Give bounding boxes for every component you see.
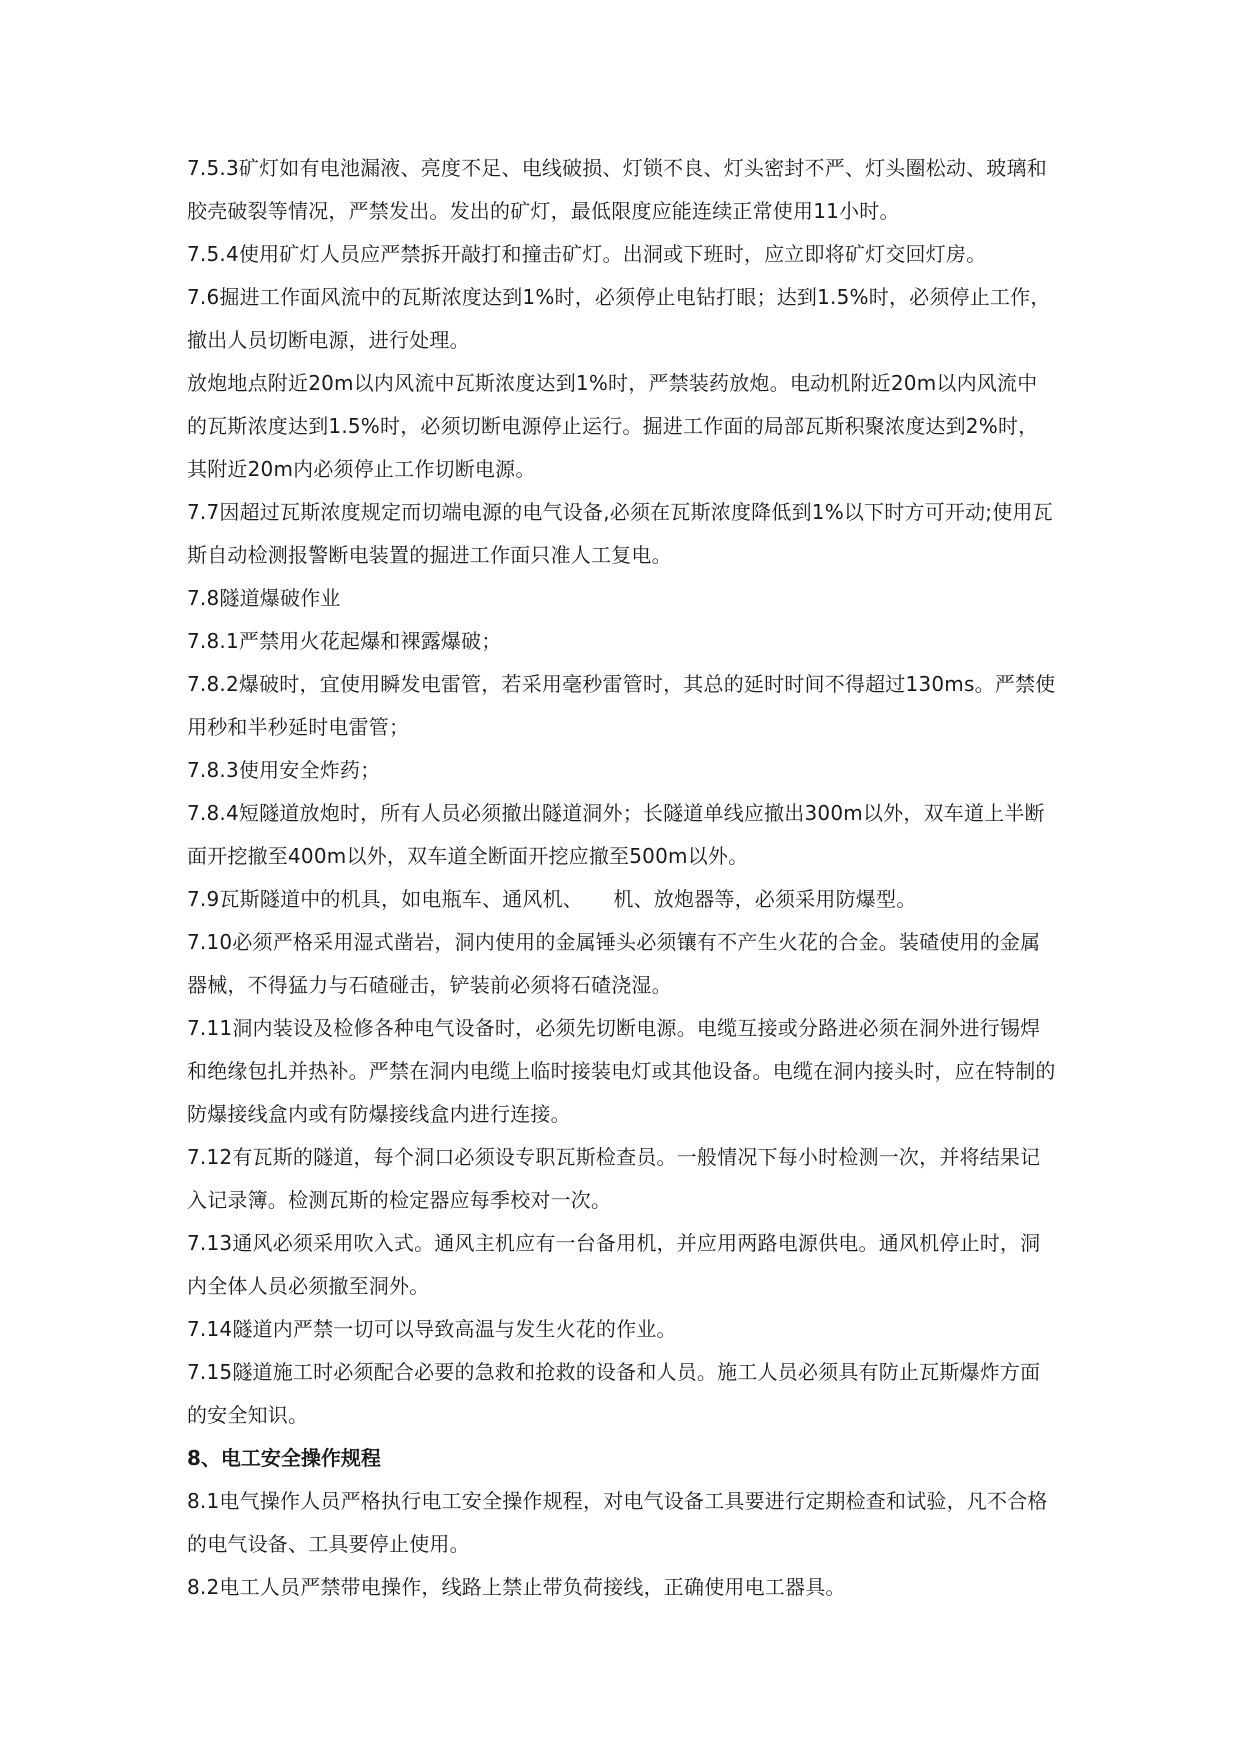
paragraph-7-8: 7.8隧道爆破作业 [187, 586, 341, 610]
paragraph-7-15: 7.15隧道施工时必须配合必要的急救和抢救的设备和人员。施工人员必须具有防止瓦斯爆炸方面的安全知识。 [187, 1360, 1041, 1427]
paragraph-7-9: 7.9瓦斯隧道中的机具，如电瓶车、通风机、 机、放炮器等，必须采用防爆型。 [187, 887, 917, 911]
paragraph-8-1: 8.1电气操作人员严格执行电工安全操作规程，对电气设备工具要进行定期检查和试验，凡不合格的电气设备、工具要停止使用。 [187, 1489, 1048, 1556]
paragraph-7-8-4: 7.8.4短隧道放炮时，所有人员必须撤出隧道洞外；长隧道单线应撤出300m以外，双车道上半断面开挖撤至400m以外，双车道全断面开挖应撤至500m以外。 [187, 801, 1045, 868]
paragraph-7-13: 7.13通风必须采用吹入式。通风主机应有一台备用机，并应用两路电源供电。通风机停止时，洞内全体人员必须撤至洞外。 [187, 1231, 1041, 1298]
paragraph-8-2: 8.2电工人员严禁带电操作，线路上禁止带负荷接线，正确使用电工器具。 [187, 1575, 846, 1599]
section-heading-8: 8、电工安全操作规程 [187, 1446, 381, 1470]
paragraph-7-8-1: 7.8.1严禁用火花起爆和裸露爆破； [187, 629, 502, 653]
paragraph-7-8-3: 7.8.3使用安全炸药； [187, 758, 381, 782]
paragraph-7-5-4: 7.5.4使用矿灯人员应严禁拆开敲打和撞击矿灯。出洞或下班时，应立即将矿灯交回灯房。 [187, 242, 987, 266]
paragraph-7-10: 7.10必须严格采用湿式凿岩，洞内使用的金属锤头必须镶有不产生火花的合金。装碴使用的金属器械，不得猛力与石碴碰击，铲装前必须将石碴浇湿。 [187, 930, 1041, 997]
paragraph-7-14: 7.14隧道内严禁一切可以导致高温与发生火花的作业。 [187, 1317, 677, 1341]
paragraph-7-6: 7.6掘进工作面风流中的瓦斯浓度达到1%时，必须停止电钻打眼；达到1.5%时，必须停止工作，撤出人员切断电源，进行处理。 [187, 285, 1051, 352]
paragraph-7-8-2: 7.8.2爆破时，宜使用瞬发电雷管，若采用毫秒雷管时，其总的延时时间不得超过130ms。严禁使用秒和半秒延时电雷管； [187, 672, 1056, 739]
paragraph-blasting-gas: 放炮地点附近20m以内风流中瓦斯浓度达到1%时，严禁装药放炮。电动机附近20m以内风流中的瓦斯浓度达到1.5%时，必须切断电源停止运行。掘进工作面的局部瓦斯积聚浓度达到2%时，其附近20m内必须停止工作切断电源。 [187, 371, 1039, 481]
paragraph-7-12: 7.12有瓦斯的隧道，每个洞口必须设专职瓦斯检查员。一般情况下每小时检测一次，并将结果记入记录簿。检测瓦斯的检定器应每季校对一次。 [187, 1145, 1041, 1212]
paragraph-7-11: 7.11洞内装设及检修各种电气设备时，必须先切断电源。电缆互接或分路进必须在洞外进行锡焊和绝缘包扎并热补。严禁在洞内电缆上临时接装电灯或其他设备。电缆在洞内接头时，应在特制的防爆接线盒内或有防爆接线盒内进行连接。 [187, 1016, 1056, 1126]
paragraph-7-5-3: 7.5.3矿灯如有电池漏液、亮度不足、电线破损、灯锁不良、灯头密封不严、灯头圈松动、玻璃和胶壳破裂等情况，严禁发出。发出的矿灯，最低限度应能连续正常使用11小时。 [187, 156, 1047, 223]
paragraph-7-7: 7.7因超过瓦斯浓度规定而切端电源的电气设备,必须在瓦斯浓度降低到1%以下时方可开动;使用瓦斯自动检测报警断电装置的掘进工作面只准人工复电。 [187, 500, 1053, 567]
document-page [187, 147, 1057, 1609]
